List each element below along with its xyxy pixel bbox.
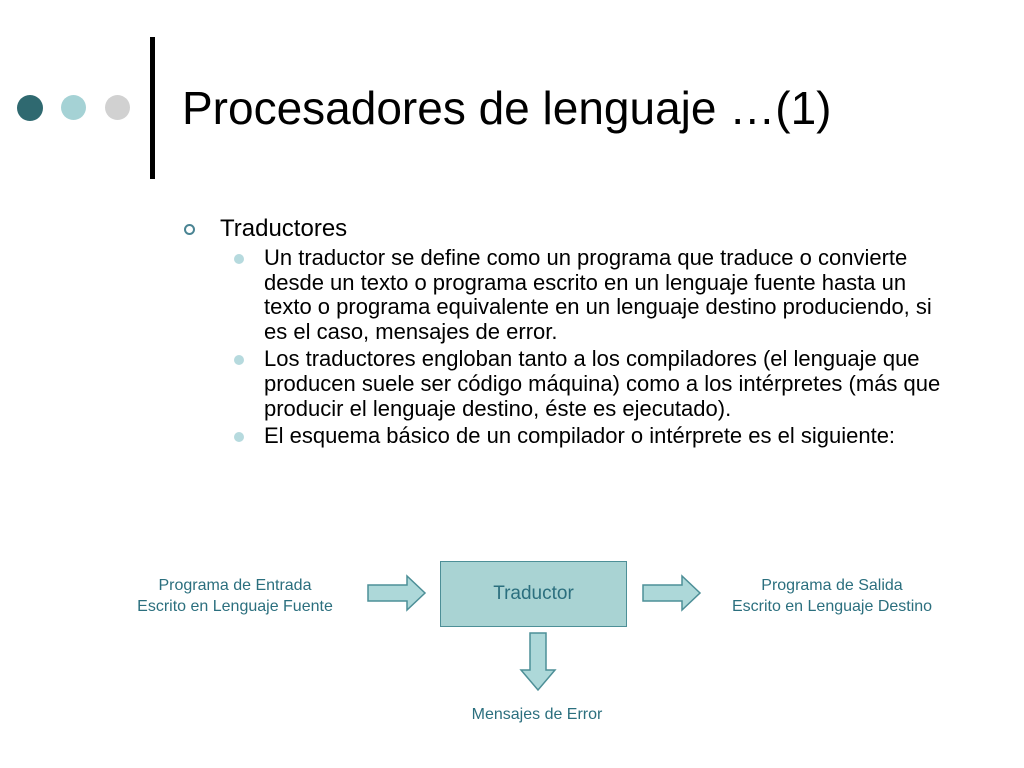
bullet-traductores-label: Traductores [220, 215, 348, 242]
output-label-line2: Escrito en Lenguaje Destino [731, 598, 933, 615]
sub-bullet-text: El esquema básico de un compilador o intérprete es el siguiente: [264, 423, 896, 449]
arrow-down-icon [520, 632, 556, 692]
title-divider-bar [150, 37, 155, 179]
slide-content [182, 214, 952, 449]
sub-bullet-list [182, 246, 952, 449]
header-dot-light [105, 95, 130, 120]
sub-bullet-item [182, 246, 944, 344]
bullet-dot-icon [234, 254, 244, 264]
header-dot-mid [61, 95, 86, 120]
bullet-dot-icon [234, 432, 244, 442]
sub-bullet-item [182, 424, 944, 449]
translator-box-label: Traductor [493, 583, 574, 604]
arrow-right-icon [642, 575, 702, 611]
bullet-traductores [182, 214, 952, 243]
input-label-line2: Escrito en Lenguaje Fuente [137, 598, 333, 615]
sub-bullet-text: Un traductor se define como un programa que traduce o convierte desde un texto o programa escrito en un lenguaje fuente hasta un texto o programa equivalente en un lenguaje destino produciendo, si es el caso, mensajes de error. [264, 245, 932, 344]
sub-bullet-item [182, 347, 944, 421]
input-program-label [110, 575, 360, 617]
arrow-right-icon [367, 575, 427, 611]
bullet-dot-icon [234, 355, 244, 365]
header-dot-dark [17, 95, 43, 121]
slide-title: Procesadores de lenguaje …(1) [182, 82, 832, 134]
hollow-circle-icon [184, 224, 195, 235]
output-program-label [700, 575, 964, 617]
translator-box [440, 561, 627, 627]
error-messages-label: Mensajes de Error [471, 706, 603, 723]
output-label-line1: Programa de Salida [761, 577, 903, 594]
sub-bullet-text: Los traductores engloban tanto a los compiladores (el lenguaje que producen suele ser código máquina) como a los intérpretes (más que producir el lenguaje destino, éste es ejecutado). [264, 346, 941, 421]
input-label-line1: Programa de Entrada [158, 577, 312, 594]
